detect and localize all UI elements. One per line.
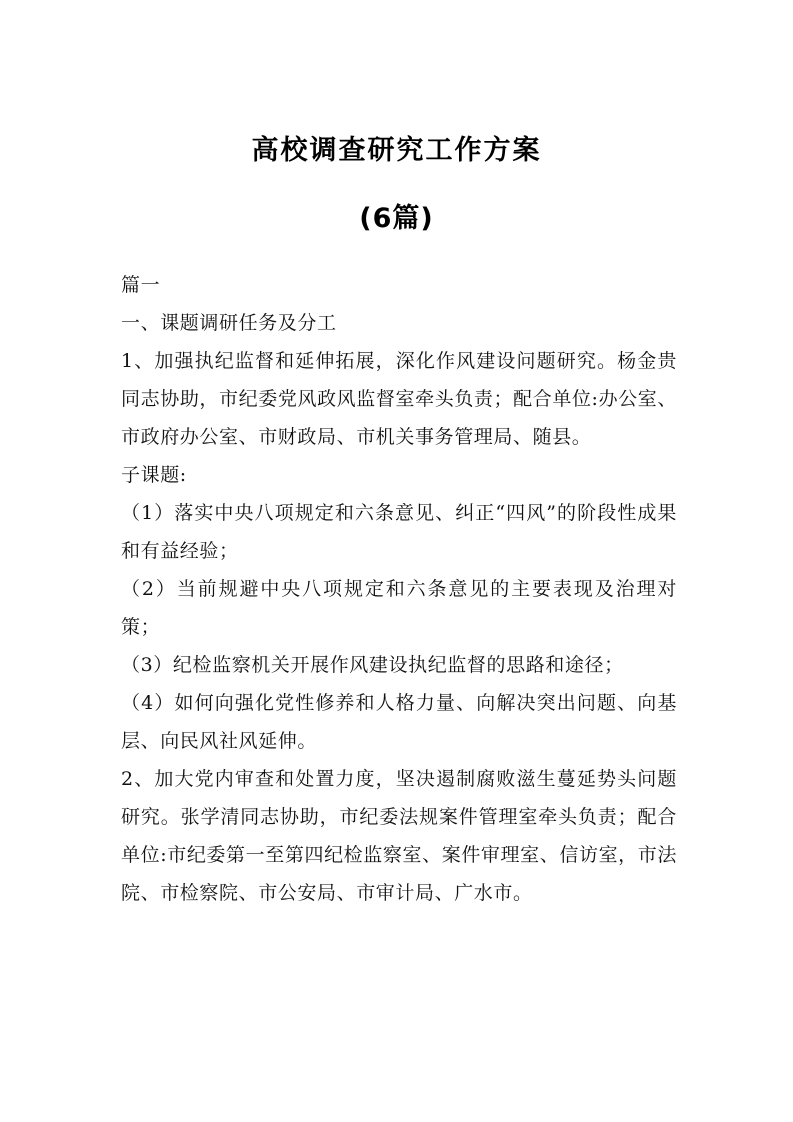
section-heading: 一、课题调研任务及分工 (121, 312, 337, 334)
subtopic-item-1: （1）落实中央八项规定和六条意见、纠正“四风”的阶段性成果和有益经验； (121, 502, 677, 562)
paragraph-task-1: 1、加强执纪监督和延伸拓展，深化作风建设问题研究。杨金贵同志协助，市纪委党风政风监督室牵头负责；配合单位:办公室、市政府办公室、市财政局、市机关事务管理局、随县。 (121, 350, 677, 448)
section-label: 篇一 (121, 274, 161, 296)
document-body (121, 266, 677, 912)
subtopic-item-2: （2）当前规避中央八项规定和六条意见的主要表现及治理对策； (121, 578, 677, 638)
subtopic-item-4: （4）如何向强化党性修养和人格力量、向解决突出问题、向基层、向民风社风延伸。 (121, 692, 677, 752)
subtopic-heading: 子课题: (121, 464, 187, 486)
document-subtitle: (6篇) (359, 203, 434, 234)
subtopic-item-3: （3）纪检监察机关开展作风建设执纪监督的思路和途径； (121, 654, 624, 676)
document-title: 高校调查研究工作方案 (251, 135, 542, 166)
paragraph-task-2: 2、加大党内审查和处置力度，坚决遏制腐败滋生蔓延势头问题研究。张学清同志协助，市纪委法规案件管理室牵头负责；配合单位:市纪委第一至第四纪检监察室、案件审理室、信访室，市法院、市检察院、市公安局、市审计局、广水市。 (121, 768, 677, 904)
